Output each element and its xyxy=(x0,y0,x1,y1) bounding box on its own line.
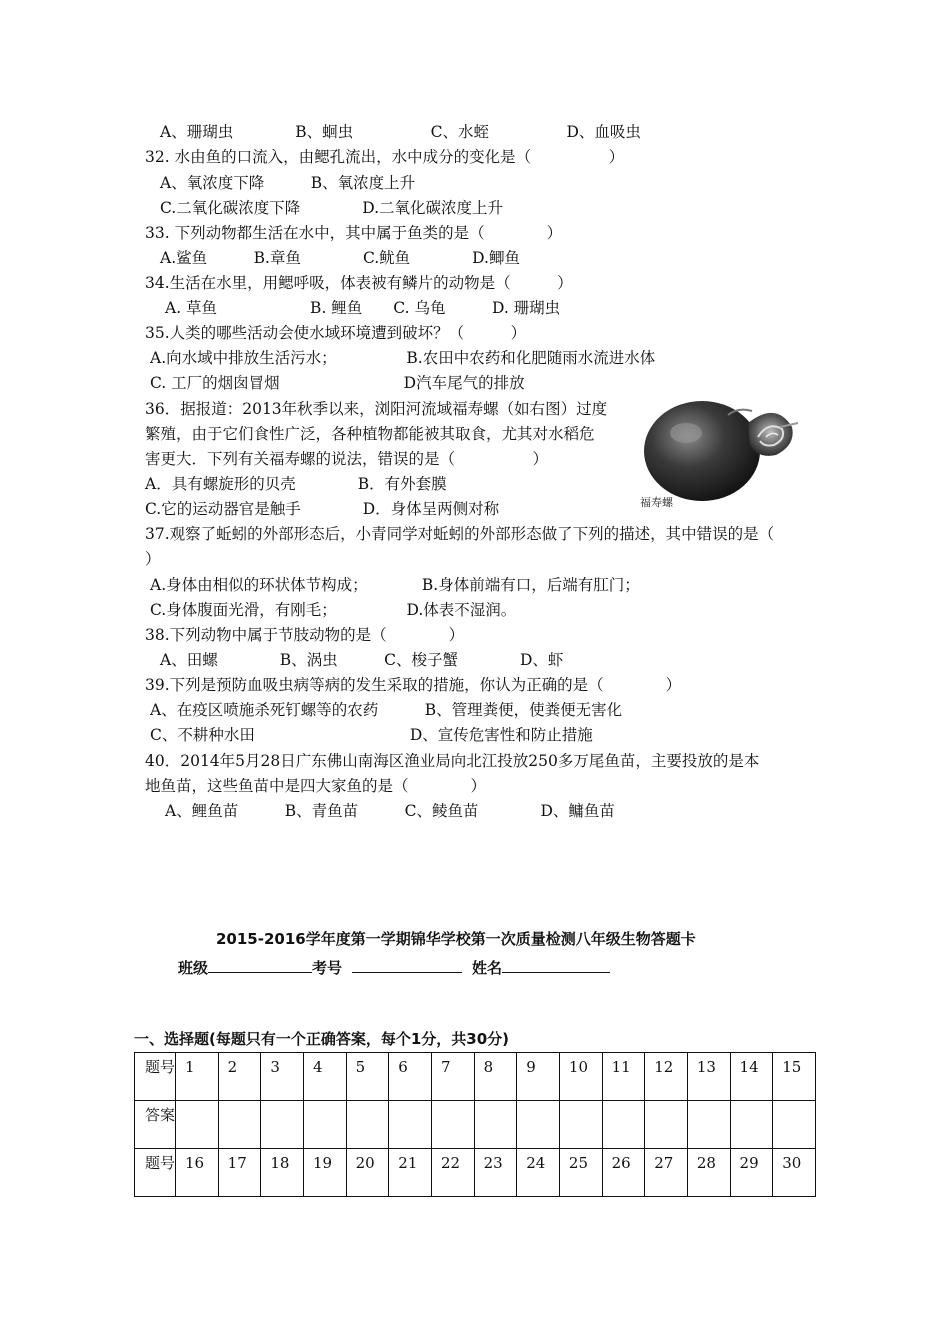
q31-options: A、珊瑚虫 B、蛔虫 C、水蛭 D、血吸虫 xyxy=(160,123,641,141)
question-number: 16 xyxy=(176,1149,219,1197)
answer-cell[interactable] xyxy=(773,1101,816,1149)
class-label: 班级 xyxy=(178,959,209,977)
q32-options-cd: C.二氧化碳浓度下降 D.二氧化碳浓度上升 xyxy=(160,199,504,217)
answer-cell[interactable] xyxy=(176,1101,219,1149)
question-number: 21 xyxy=(389,1149,432,1197)
apple-snail-figure xyxy=(630,393,802,515)
answer-cell[interactable] xyxy=(602,1101,645,1149)
question-number: 9 xyxy=(517,1053,560,1101)
q39-stem: 39.下列是预防血吸虫病等病的发生采取的措施，你认为正确的是（ ） xyxy=(145,676,682,694)
q37-stem: 37.观察了蚯蚓的外部形态后，小青同学对蚯蚓的外部形态做了下列的描述，其中错误的是（ xyxy=(145,525,775,543)
row-label-question: 题号 xyxy=(135,1053,176,1101)
exam-no-label: 考号 xyxy=(312,959,343,977)
q35-options-ab: A.向水域中排放生活污水； B.农田中农药和化肥随雨水流进水体 xyxy=(150,349,656,367)
apple-snail-icon xyxy=(630,393,802,515)
question-number: 1 xyxy=(176,1053,219,1101)
q40-options: A、鲤鱼苗 B、青鱼苗 C、鲮鱼苗 D、鳙鱼苗 xyxy=(165,802,615,820)
question-number: 30 xyxy=(773,1149,816,1197)
question-number: 19 xyxy=(303,1149,346,1197)
q40-stem-2: 地鱼苗，这些鱼苗中是四大家鱼的是（ ） xyxy=(145,777,487,795)
q39-options-ab: A、在疫区喷施杀死钉螺等的农药 B、管理粪便，使粪便无害化 xyxy=(150,701,623,719)
answer-cell[interactable] xyxy=(474,1101,517,1149)
answer-cell[interactable] xyxy=(218,1101,261,1149)
question-number: 18 xyxy=(261,1149,304,1197)
q35-options-cd: C. 工厂的烟囱冒烟 D汽车尾气的排放 xyxy=(150,374,525,392)
answer-cell[interactable] xyxy=(389,1101,432,1149)
class-field[interactable] xyxy=(208,956,312,973)
question-number: 22 xyxy=(431,1149,474,1197)
question-number: 3 xyxy=(261,1053,304,1101)
answer-cell[interactable] xyxy=(261,1101,304,1149)
question-number: 11 xyxy=(602,1053,645,1101)
q32-options-ab: A、氧浓度下降 B、氧浓度上升 xyxy=(160,174,416,192)
question-number: 13 xyxy=(687,1053,730,1101)
row-label-question: 题号 xyxy=(135,1149,176,1197)
q38-options: A、田螺 B、涡虫 C、梭子蟹 D、虾 xyxy=(160,651,564,669)
question-number: 6 xyxy=(389,1053,432,1101)
question-number: 2 xyxy=(218,1053,261,1101)
question-number: 28 xyxy=(687,1149,730,1197)
answer-cell[interactable] xyxy=(559,1101,602,1149)
question-number-row-2 xyxy=(135,1149,816,1197)
answer-cell[interactable] xyxy=(303,1101,346,1149)
q40-stem-1: 40．2014年5月28日广东佛山南海区渔业局向北江投放250多万尾鱼苗，主要投放的是本 xyxy=(145,752,760,770)
question-number: 14 xyxy=(730,1053,773,1101)
name-label: 姓名 xyxy=(472,959,503,977)
q35-stem: 35.人类的哪些活动会使水域环境遭到破坏？（ ） xyxy=(145,324,527,342)
q36-options-ab: A．具有螺旋形的贝壳 B．有外套膜 xyxy=(145,475,447,493)
question-number: 12 xyxy=(645,1053,688,1101)
section-title: 一、选择题(每题只有一个正确答案，每个1分，共30分) xyxy=(134,1030,510,1048)
q36-options-cd: C.它的运动器官是触手 D．身体呈两侧对称 xyxy=(145,500,500,518)
q34-stem: 34.生活在水里，用鳃呼吸，体表被有鳞片的动物是（ ） xyxy=(145,274,573,292)
answer-row-1 xyxy=(135,1101,816,1149)
question-number: 17 xyxy=(218,1149,261,1197)
question-number: 26 xyxy=(602,1149,645,1197)
q36-stem-1: 36．据报道：2013年秋季以来，浏阳河流域福寿螺（如右图）过度 xyxy=(145,400,608,418)
question-number: 23 xyxy=(474,1149,517,1197)
question-number: 5 xyxy=(346,1053,389,1101)
answer-cell[interactable] xyxy=(431,1101,474,1149)
question-number: 15 xyxy=(773,1053,816,1101)
question-number: 25 xyxy=(559,1149,602,1197)
answer-cell[interactable] xyxy=(346,1101,389,1149)
question-number: 4 xyxy=(303,1053,346,1101)
answer-cell[interactable] xyxy=(687,1101,730,1149)
question-number: 7 xyxy=(431,1053,474,1101)
q37-options-cd: C.身体腹面光滑，有刚毛； D.体表不湿润。 xyxy=(150,601,517,619)
q36-stem-2: 繁殖，由于它们食性广泛，各种植物都能被其取食，尤其对水稻危 xyxy=(145,425,595,443)
question-number: 8 xyxy=(474,1053,517,1101)
name-field[interactable] xyxy=(502,956,610,973)
q36-stem-3: 害更大．下列有关福寿螺的说法，错误的是（ ） xyxy=(145,450,549,468)
row-label-answer: 答案 xyxy=(135,1101,176,1149)
q33-options: A.鲨鱼 B.章鱼 C.鱿鱼 D.鲫鱼 xyxy=(160,249,520,267)
question-number: 27 xyxy=(645,1149,688,1197)
answer-table xyxy=(134,1052,816,1197)
question-number: 10 xyxy=(559,1053,602,1101)
answer-cell[interactable] xyxy=(730,1101,773,1149)
q38-stem: 38.下列动物中属于节肢动物的是（ ） xyxy=(145,626,465,644)
question-number: 20 xyxy=(346,1149,389,1197)
q39-options-cd: C、不耕种水田 D、宣传危害性和防止措施 xyxy=(150,726,593,744)
q37-options-ab: A.身体由相似的环状体节构成； B.身体前端有口，后端有肛门； xyxy=(150,576,640,594)
q34-options: A. 草鱼 B. 鲤鱼 C. 乌龟 D. 珊瑚虫 xyxy=(165,299,561,317)
answer-card-title: 2015-2016学年度第一学期锦华学校第一次质量检测八年级生物答题卡 xyxy=(216,930,696,948)
answer-cell[interactable] xyxy=(517,1101,560,1149)
exam-no-field[interactable] xyxy=(352,956,462,973)
q32-stem: 32. 水由鱼的口流入，由鳃孔流出，水中成分的变化是（ ） xyxy=(145,148,625,166)
q37-stem-end: ） xyxy=(145,550,161,568)
figure-caption: 福寿螺 xyxy=(640,496,673,509)
question-number: 29 xyxy=(730,1149,773,1197)
answer-cell[interactable] xyxy=(645,1101,688,1149)
question-number: 24 xyxy=(517,1149,560,1197)
question-number-row-1 xyxy=(135,1053,816,1101)
q33-stem: 33. 下列动物都生活在水中，其中属于鱼类的是（ ） xyxy=(145,224,563,242)
student-info-row xyxy=(178,956,610,979)
